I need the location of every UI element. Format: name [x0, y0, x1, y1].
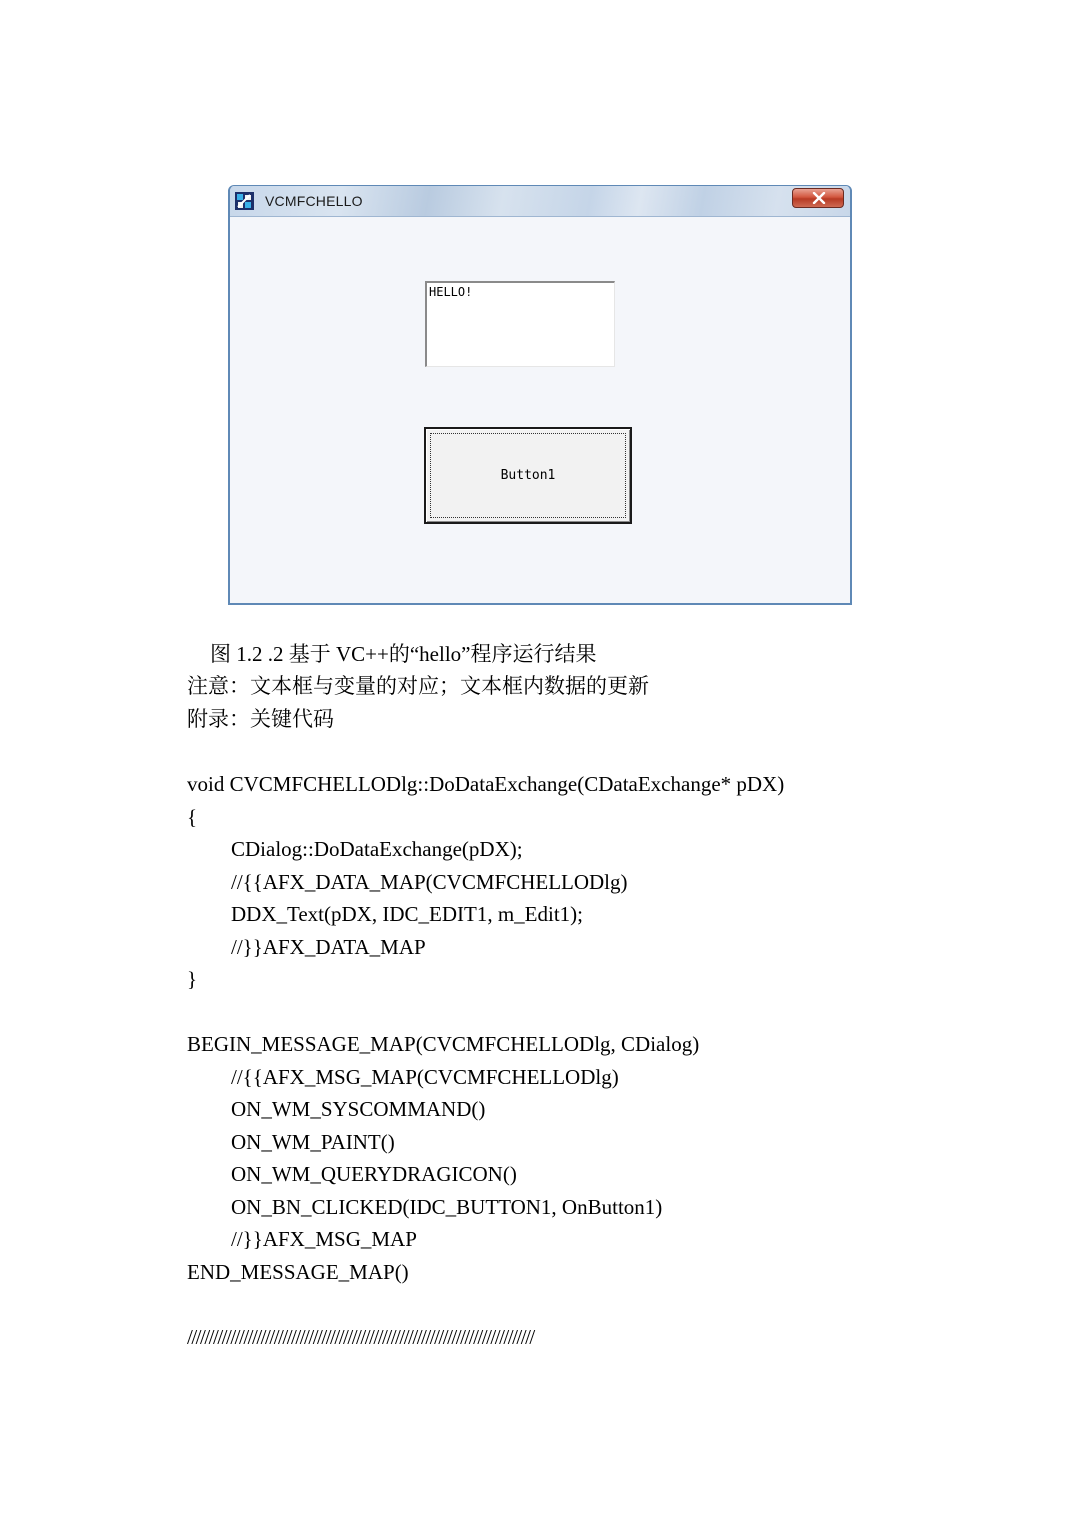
close-button[interactable]: [792, 188, 844, 208]
code-afx-data-end: //}}AFX_DATA_MAP: [231, 935, 426, 959]
edit-text-box[interactable]: HELLO!: [425, 281, 615, 367]
code-begin-message-map: BEGIN_MESSAGE_MAP(CVCMFCHELLODlg, CDialog): [187, 1032, 700, 1056]
figure-caption: 图 1.2 .2 基于 VC++的“hello”程序运行结果: [210, 642, 597, 666]
code-dde-call: CDialog::DoDataExchange(pDX);: [231, 837, 523, 861]
code-dde-signature: void CVCMFCHELLODlg::DoDataExchange(CDataExchange* pDX): [187, 772, 785, 796]
close-icon: [812, 192, 826, 204]
code-afx-msg-begin: //{{AFX_MSG_MAP(CVCMFCHELLODlg): [231, 1065, 619, 1089]
code-afx-data-begin: //{{AFX_DATA_MAP(CVCMFCHELLODlg): [231, 870, 628, 894]
button1-label: Button1: [500, 468, 556, 483]
code-ddx-text: DDX_Text(pDX, IDC_EDIT1, m_Edit1);: [231, 902, 583, 926]
code-on-bn-clicked: ON_BN_CLICKED(IDC_BUTTON1, OnButton1): [231, 1195, 663, 1219]
code-brace-open: {: [187, 805, 198, 829]
code-on-syscommand: ON_WM_SYSCOMMAND(): [231, 1097, 486, 1121]
code-separator-line: ////////////////////////////////////////////////////////////////////////////////: [187, 1325, 534, 1349]
code-brace-close: }: [187, 967, 198, 991]
app-icon: [235, 192, 254, 210]
dialog-title: VCMFCHELLO: [265, 193, 363, 209]
button1[interactable]: [424, 427, 632, 524]
appendix-heading: 附录：关键代码: [187, 707, 334, 731]
note-text: 注意：文本框与变量的对应；文本框内数据的更新: [187, 674, 649, 698]
code-end-message-map: END_MESSAGE_MAP(): [187, 1260, 409, 1284]
code-on-querydragicon: ON_WM_QUERYDRAGICON(): [231, 1162, 517, 1186]
dialog-window: [228, 185, 852, 605]
dialog-client-area: [230, 217, 850, 603]
code-afx-msg-end: //}}AFX_MSG_MAP: [231, 1227, 417, 1251]
code-on-paint: ON_WM_PAINT(): [231, 1130, 395, 1154]
dialog-titlebar: [230, 186, 850, 217]
